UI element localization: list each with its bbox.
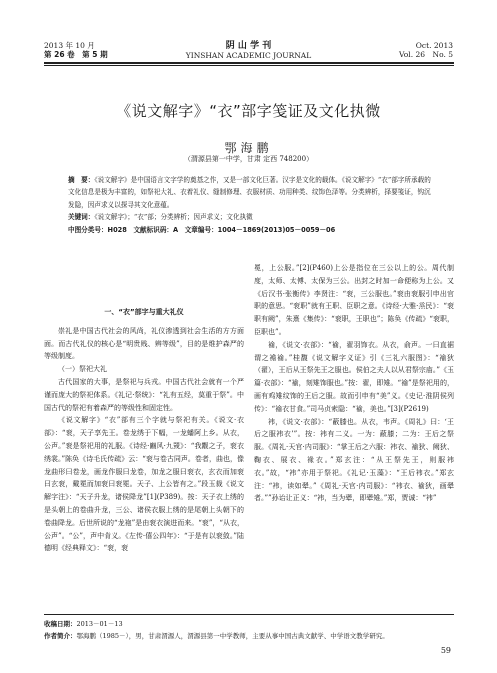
footnote <box>44 618 454 642</box>
author-bio: 作者简介：鄂海鹏（1985－），男，甘肃渭源人，渭源县第一中学教师，主要从事中国古典文献学、中学语文教学研究。 <box>44 632 389 640</box>
keywords-label: 关键词： <box>68 213 95 222</box>
volume-issue: 第 26 卷 第 5 期 <box>44 50 108 59</box>
paragraph: 褕，《说文·衣部》：“褕，翟羽饰衣。从衣，俞声。一曰直裾谓之襜褕。”桂馥《说文解字义证》引《三礼六服图》：“褕狄（翟），王后从王祭先王之服也。侯伯之夫人以从君祭宗庙。”《玉篇·衣部》：“褕，刻雉饰服也。”按：翟，即雉。“褕”是祭祀用的，画有鸡雉纹饰的王后之服。故而引申有“美”义。《史记·淮阴侯列传》：“褕衣甘食。”司马贞索隐：“褕，美也。”[3](P2619) <box>254 340 454 413</box>
classification: 中图分类号：H028 文献标识码：A 文章编号：1004－1869(2013)05－0059－06 <box>68 225 336 234</box>
paragraph: 冕，上公服。”[2](P460)上公是指位在三公以上的公。周代制度，太师、太傅、太保为三公。出封之时加一命便称为上公。又《后汉书·张衡传》李贤注：“衮，三公服也。”衮由衮服引申出官职的意思。“衮职”就有王职、臣职之意。《诗经·大雅·烝民》：“衮职有阙”，朱熹《集传》：“衮职，王职也”；陈奂《传疏》“衮职，臣职也”。 <box>254 264 454 336</box>
section-heading: 一、“衣”部字与重大礼仪 <box>104 308 184 316</box>
paragraph: 古代国家的大事，是祭祀与兵戎。中国古代社会就有一个严谨而庞大的祭祀体系。《礼记·祭统》：“礼有五经，莫重于祭”。中国古代的祭祀有着森严的等级性和固定性。 <box>44 377 244 412</box>
keywords <box>68 211 434 223</box>
paragraph: 崇礼是中国古代社会的风尚，礼仪渗透到社会生活的方方面面。而古代礼仪的核心是“明贵贱、辨等级”，目的是维护森严的等级制度。 <box>44 326 244 361</box>
keywords-text: 《说文解字》；“衣”部；分类辨析；因声求义；文化执微 <box>94 213 253 222</box>
journal-name-en: YINSHAN ACADEMIC JOURNAL <box>185 51 312 60</box>
page-number: 59 <box>440 646 451 655</box>
left-column <box>44 306 244 555</box>
header-right <box>399 41 453 59</box>
header-rule-thin <box>44 65 454 66</box>
header-rule-thick <box>44 62 454 64</box>
issue-date: 2013 年 10 月 <box>44 41 95 50</box>
paper-title: 《说文解字》“衣”部字笺证及文化执微 <box>116 102 381 120</box>
footnote-rule <box>44 614 454 615</box>
abstract-text: 《说文解字》是中国语言文字学的奠基之作，又是一部文化巨著。汉字是文化的载体。《说文解字》“衣”部字所承载的文化信息是极为丰富的，如祭祀大礼、衣着礼仪、缝制修理、衣服材质、功用种类、纹饰色泽等。分类辨析，择要笺证，钩沉发隐，因声求义以探寻其文化意蕴。 <box>68 176 431 209</box>
subsection-heading: （一）祭祀大礼 <box>58 365 107 374</box>
paragraph: 袆，《说文·衣部》：“蔽膝也。从衣，韦声。《周礼》曰：‘王后之服袆衣’”。按：袆有二义。一为：蔽膝；二为：王后之祭服。《周礼·天官·内司服》：“掌王后之六服：袆衣、褕狄、阙狄、鞠衣、展衣、褖衣。”郑玄注：“从王祭先王，则服袆衣。”故，“袆”亦用于祭祀。《礼记·玉藻》：“王后袆衣。”郑玄注：“袆，读如翚。”《周礼·天官·内司服》：“袆衣、褕狄，画翚者。””孙诒让正义：“袆，当为翚，即翚雉。”郑，贾诚：“袆” <box>254 417 454 503</box>
affiliation: （渭源县第一中学，甘肃 定西 748200） <box>183 155 314 163</box>
abstract-label: 摘 要： <box>68 176 95 184</box>
abstract <box>68 174 434 211</box>
paragraph: 《说文解字》“衣”部有三个字就与祭祀有关。《说文·衣部》：“衮，天子享先王。卷龙绣于下幅，一龙蟠阿上乡。从衣，公声。”衮是祭祀用的礼服。《诗经·豳风·九罭》：“我觏之子，衮衣绣裳。”陈奂《诗毛氏传疏》云：“衮与卷古同声。卷者，曲也，像龙曲形曰卷龙，画龙作服曰龙卷，加龙之服曰衮衣，玄衣而加衮曰玄衮，戴冕而加衮曰衮冕。天子、上公皆有之。”段玉裁《说文解字注》：“天子升龙，诸侯降龙”[1](P389)。按：天子衣上绣的是头朝上的卷曲升龙，三公、诸侯衣服上绣的是尾朝上头朝下的卷曲降龙。后世所说的“龙袍”是由衮衣演进而来。“衮”，“从衣，公声”。“公”，声中肯义。《左传·僖公四年》：“于是有以衮敛。”陆德明《经典释文》：“衮，衮 <box>44 416 244 553</box>
right-column <box>254 262 454 505</box>
journal-name: 阴 山 学 刊 <box>225 41 272 51</box>
issue-date-en: Oct. 2013 <box>415 41 453 50</box>
abstract-block <box>68 174 434 236</box>
received-date: 收稿日期：2013－01－13 <box>44 620 123 628</box>
author-name: 鄂海鹏 <box>224 141 273 155</box>
volume-issue-en: Vol. 26 No. 5 <box>399 50 453 59</box>
